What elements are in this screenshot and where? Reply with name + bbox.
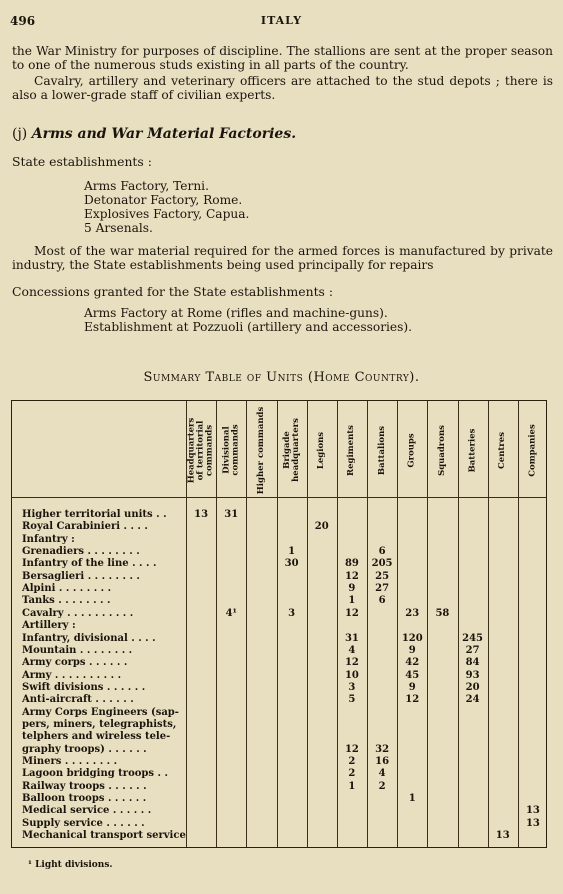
table-cell: 13 [495, 830, 510, 842]
paragraph-2: Most of the war material required for the armed forces is manufactured by private industry, the State establishments being used principally for repairs [12, 244, 553, 272]
concessions-list [84, 306, 412, 334]
list-item: Establishment at Pozzuoli (artillery and accessories). [84, 320, 413, 334]
column-header [251, 405, 271, 495]
row-label: Army corps . . . . . . [22, 657, 128, 669]
table-cell: 93 [465, 669, 480, 681]
table-cell: 27 [465, 644, 480, 656]
table-cell: 12 [344, 743, 359, 755]
row-label: Army . . . . . . . . . . [22, 669, 122, 681]
table-cell: 12 [344, 607, 359, 619]
column-header-label: Companies [527, 423, 538, 477]
row-label: Supply service . . . . . . [22, 817, 145, 829]
row-label: Infantry of the line . . . . [22, 558, 157, 570]
column-header [463, 405, 483, 495]
table-cell: 30 [284, 558, 299, 570]
column-divider [337, 401, 338, 847]
column-header [186, 405, 215, 495]
row-label: Railway troops . . . . . . [22, 780, 147, 792]
table-cell: 84 [465, 657, 480, 669]
column-header-label: Divisional commands [221, 424, 241, 476]
table-cell: 25 [375, 570, 390, 582]
intro-paragraph-2: Cavalry, artillery and veterinary officers are attached to the stud depots ; there is also a lower-grade staff of civilian experts. [12, 74, 553, 102]
row-label: Cavalry . . . . . . . . . . [22, 607, 134, 619]
table-cell: 4 [348, 644, 356, 656]
table-cell: 1 [288, 546, 296, 558]
table-cell: 13 [525, 817, 540, 829]
column-header [432, 405, 452, 495]
table-cell: 6 [378, 546, 386, 558]
list-item: Arms Factory at Rome (rifles and machine-guns). [84, 306, 388, 320]
column-header [342, 405, 362, 495]
row-label: Lagoon bridging troops . . [22, 768, 168, 780]
table-cell: 5 [348, 694, 356, 706]
column-divider [488, 401, 489, 847]
table-cell: 3 [288, 607, 296, 619]
table-cell: 1 [408, 793, 416, 805]
column-divider [277, 401, 278, 847]
state-list [84, 179, 249, 235]
table-cell: 4 [378, 768, 386, 780]
table-cell: 45 [405, 669, 420, 681]
list-item: 5 Arsenals. [84, 221, 153, 235]
table-cell: 89 [344, 558, 359, 570]
table-cell: 12 [405, 694, 420, 706]
row-label: telphers and wireless tele- [22, 731, 171, 743]
row-label: Grenadiers . . . . . . . . [22, 546, 140, 558]
section-title: Arms and War Material Factories. [31, 126, 297, 142]
running-title: ITALY [260, 14, 303, 27]
column-header-label: Groups [406, 432, 417, 468]
column-header-label: Regiments [346, 424, 357, 476]
row-label: Higher territorial units . . [22, 509, 167, 520]
table-cell: 1 [348, 595, 356, 607]
table-cell: 205 [371, 558, 393, 570]
table-cell: 23 [405, 607, 420, 619]
table-cell: 13 [194, 509, 209, 520]
table-cell: 20 [465, 681, 480, 693]
table-cell: 31 [224, 509, 239, 520]
row-label: Anti-aircraft . . . . . . [22, 694, 134, 706]
intro-paragraph-1: the War Ministry for purposes of discipline. The stallions are sent at the proper season to one of the numerous studs existing in all parts of the country. [12, 44, 553, 72]
section-number: (j) [12, 126, 28, 142]
row-label: Royal Carabinieri . . . . [22, 521, 148, 533]
column-header-label: Headquarters of territorial commands [186, 417, 215, 483]
footnote: ¹ Light divisions. [28, 860, 113, 870]
table-cell: 3 [348, 681, 356, 693]
row-label: Alpini . . . . . . . . [22, 583, 112, 595]
column-divider [427, 401, 428, 847]
row-label: Mechanical transport service [22, 830, 186, 842]
table-cell: 9 [408, 681, 416, 693]
column-header-label: Battalions [376, 425, 387, 475]
column-header [312, 405, 332, 495]
table-cell: 4¹ [225, 607, 237, 619]
page-number: 496 [10, 14, 36, 28]
table-cell: 32 [375, 743, 390, 755]
column-header-label: Squadrons [436, 424, 447, 476]
column-divider [518, 401, 519, 847]
table-cell: 16 [375, 756, 390, 767]
summary-table [11, 400, 547, 848]
column-divider [458, 401, 459, 847]
column-header [523, 405, 543, 495]
table-cell: 24 [465, 694, 480, 706]
column-divider [246, 401, 247, 847]
row-label: Tanks . . . . . . . . [22, 595, 111, 607]
column-header-label: Brigade headquarters [281, 418, 301, 482]
table-cell: 245 [462, 632, 484, 644]
table-cell: 1 [348, 780, 356, 792]
column-header [221, 405, 241, 495]
section-heading [12, 126, 296, 142]
table-cell: 2 [348, 756, 356, 767]
table-cell: 20 [314, 521, 329, 533]
row-label: Artillery : [22, 620, 76, 632]
column-header [372, 405, 392, 495]
table-cell: 10 [344, 669, 359, 681]
column-header [493, 405, 513, 495]
column-header [282, 405, 302, 495]
table-cell: 27 [375, 583, 390, 595]
table-title: Summary Table of Units (Home Country). [143, 370, 420, 385]
header-rule [12, 497, 546, 498]
row-label: Army Corps Engineers (sap- [22, 706, 179, 718]
column-divider [216, 401, 217, 847]
row-label: Infantry, divisional . . . . [22, 632, 156, 644]
column-header-label: Legions [316, 431, 327, 469]
list-item: Arms Factory, Terni. [84, 179, 209, 193]
table-cell: 9 [408, 644, 416, 656]
table-cell: 42 [405, 657, 420, 669]
table-cell: 58 [435, 607, 450, 619]
column-header-label: Centres [497, 431, 508, 469]
list-item: Detonator Factory, Rome. [84, 193, 243, 207]
column-header-label: Batteries [467, 428, 478, 472]
column-header-label: Higher commands [255, 406, 266, 494]
table-cell: 120 [401, 632, 423, 644]
row-label: Bersaglieri . . . . . . . . [22, 570, 140, 582]
row-label: Miners . . . . . . . . [22, 756, 118, 767]
row-label: pers, miners, telegraphists, [22, 718, 177, 730]
concessions-label: Concessions granted for the State establishments : [12, 284, 334, 299]
column-header [402, 405, 422, 495]
row-label: graphy troops) . . . . . . [22, 743, 147, 755]
column-divider [307, 401, 308, 847]
table-cell: 12 [344, 657, 359, 669]
table-cell: 2 [348, 768, 356, 780]
column-divider [397, 401, 398, 847]
list-item: Explosives Factory, Capua. [84, 207, 250, 221]
page-header [10, 14, 553, 30]
row-label: Mountain . . . . . . . . [22, 644, 133, 656]
table-cell: 6 [378, 595, 386, 607]
row-label: Balloon troops . . . . . . [22, 793, 147, 805]
row-label: Swift divisions . . . . . . [22, 681, 146, 693]
row-label: Medical service . . . . . . [22, 805, 152, 817]
table-cell: 13 [525, 805, 540, 817]
table-cell: 2 [378, 780, 386, 792]
table-cell: 9 [348, 583, 356, 595]
row-label: Infantry : [22, 533, 75, 545]
table-cell: 12 [344, 570, 359, 582]
column-divider [367, 401, 368, 847]
table-cell: 31 [344, 632, 359, 644]
state-label: State establishments : [12, 154, 152, 169]
